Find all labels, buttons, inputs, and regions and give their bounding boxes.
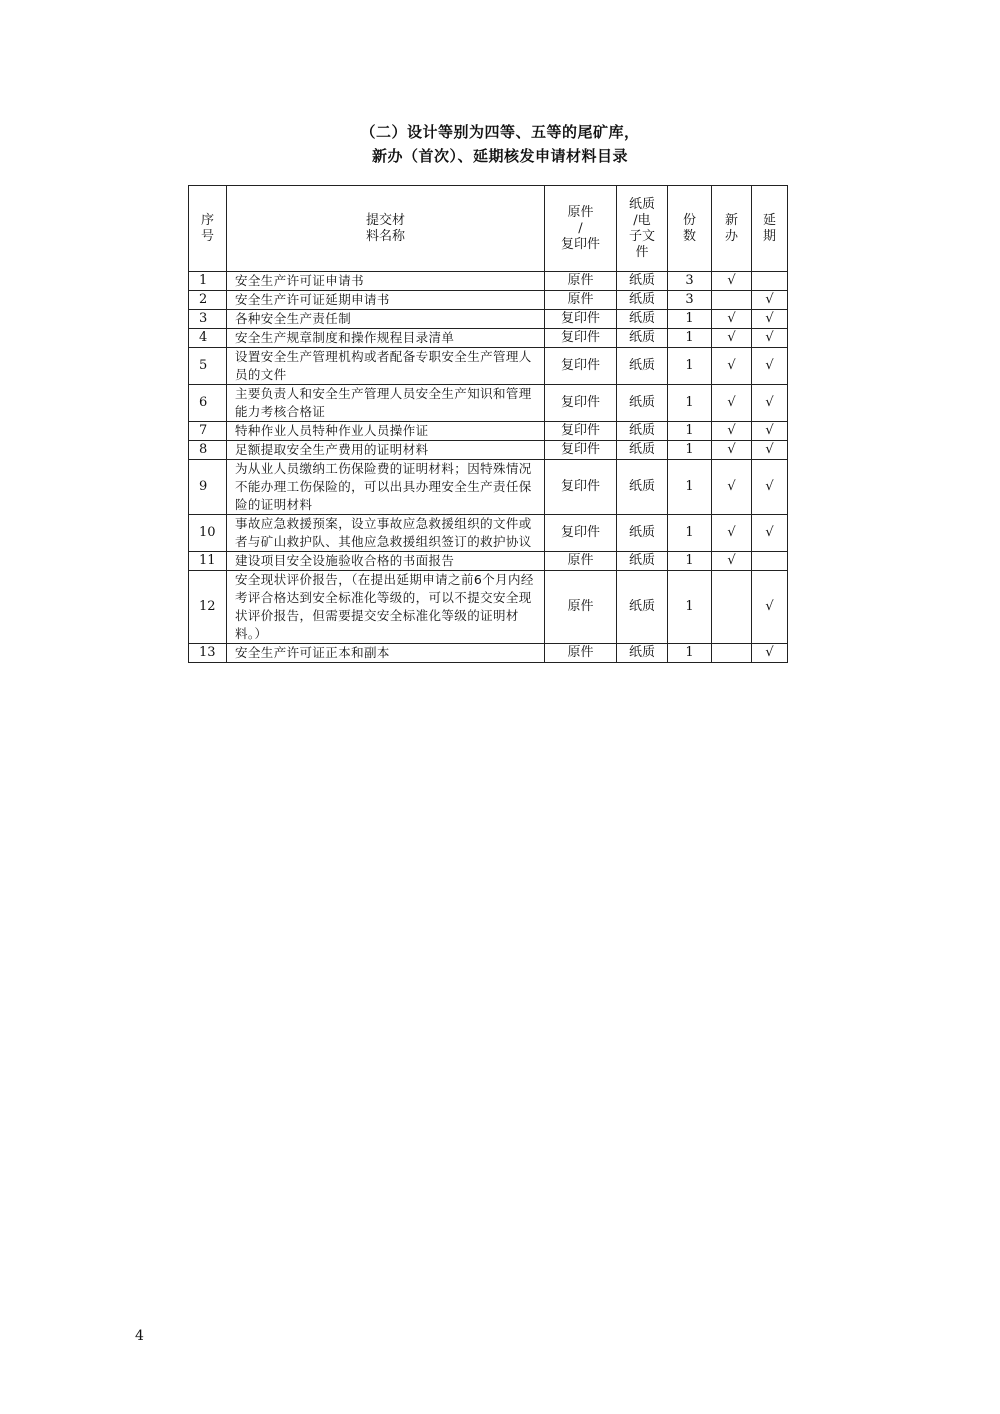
row-original: 复印件 (545, 348, 617, 385)
row-copies: 3 (668, 291, 712, 310)
row-copies: 1 (668, 385, 712, 422)
row-original: 复印件 (545, 329, 617, 348)
row-name: 安全现状评价报告，（在提出延期申请之前6个月内经考评合格达到安全标准化等级的，可以不提交安全现状评价报告，但需要提交安全标准化等级的证明材料。） (227, 571, 545, 644)
row-extend: √ (752, 348, 788, 385)
table-row (189, 552, 788, 571)
row-original: 复印件 (545, 422, 617, 441)
row-copies: 1 (668, 515, 712, 552)
header-original-text: 原件 / 复印件 (560, 204, 600, 252)
row-extend: √ (752, 571, 788, 644)
row-original: 复印件 (545, 460, 617, 515)
doc-title-line1: （二）设计等别为四等、五等的尾矿库， (360, 123, 640, 141)
row-seq: 1 (189, 272, 227, 291)
row-copies: 3 (668, 272, 712, 291)
header-paper (617, 186, 668, 272)
row-name: 安全生产许可证申请书 (227, 272, 545, 291)
row-copies: 1 (668, 552, 712, 571)
row-seq: 7 (189, 422, 227, 441)
row-seq: 10 (189, 515, 227, 552)
table-row (189, 422, 788, 441)
table-row (189, 515, 788, 552)
row-new (712, 291, 752, 310)
row-new: √ (712, 441, 752, 460)
row-extend (752, 552, 788, 571)
row-original: 复印件 (545, 385, 617, 422)
table-row (189, 329, 788, 348)
header-name-text: 提交材 料名称 (365, 212, 405, 244)
row-original: 原件 (545, 571, 617, 644)
table-row (189, 441, 788, 460)
row-extend: √ (752, 329, 788, 348)
row-original: 复印件 (545, 310, 617, 329)
row-extend (752, 272, 788, 291)
row-name: 特种作业人员特种作业人员操作证 (227, 422, 545, 441)
row-seq: 2 (189, 291, 227, 310)
row-copies: 1 (668, 329, 712, 348)
row-paper: 纸质 (617, 291, 668, 310)
page-number: 4 (135, 1328, 144, 1344)
row-new (712, 644, 752, 663)
header-new-text: 新 办 (724, 212, 738, 244)
row-new: √ (712, 385, 752, 422)
row-paper: 纸质 (617, 329, 668, 348)
header-paper-text: 纸质 /电 子文 件 (628, 196, 655, 260)
header-extend (752, 186, 788, 272)
row-new: √ (712, 515, 752, 552)
row-new: √ (712, 329, 752, 348)
row-new: √ (712, 272, 752, 291)
table-row (189, 272, 788, 291)
table-row (189, 644, 788, 663)
row-extend: √ (752, 460, 788, 515)
row-original: 原件 (545, 272, 617, 291)
row-copies: 1 (668, 310, 712, 329)
row-paper: 纸质 (617, 385, 668, 422)
row-paper: 纸质 (617, 310, 668, 329)
row-seq: 11 (189, 552, 227, 571)
row-paper: 纸质 (617, 272, 668, 291)
row-name: 事故应急救援预案，设立事故应急救援组织的文件或者与矿山救护队、其他应急救援组织签订的救护协议 (227, 515, 545, 552)
row-copies: 1 (668, 348, 712, 385)
row-seq: 9 (189, 460, 227, 515)
row-original: 原件 (545, 644, 617, 663)
row-paper: 纸质 (617, 422, 668, 441)
row-name: 各种安全生产责任制 (227, 310, 545, 329)
row-extend: √ (752, 441, 788, 460)
row-new: √ (712, 422, 752, 441)
header-copies-text: 份 数 (682, 212, 696, 244)
row-extend: √ (752, 422, 788, 441)
header-seq-text: 序 号 (200, 212, 214, 244)
row-extend: √ (752, 385, 788, 422)
row-copies: 1 (668, 460, 712, 515)
row-paper: 纸质 (617, 552, 668, 571)
materials-table (188, 185, 788, 663)
row-extend: √ (752, 291, 788, 310)
row-paper: 纸质 (617, 515, 668, 552)
row-name: 安全生产许可证延期申请书 (227, 291, 545, 310)
row-seq: 4 (189, 329, 227, 348)
row-name: 为从业人员缴纳工伤保险费的证明材料；因特殊情况不能办理工伤保险的，可以出具办理安全生产责任保险的证明材料 (227, 460, 545, 515)
table-row (189, 348, 788, 385)
row-copies: 1 (668, 644, 712, 663)
table-row (189, 385, 788, 422)
doc-title-line2: 新办（首次）、延期核发申请材料目录 (371, 147, 628, 165)
row-new: √ (712, 460, 752, 515)
row-seq: 8 (189, 441, 227, 460)
header-extend-text: 延 期 (762, 212, 776, 244)
row-extend: √ (752, 310, 788, 329)
row-name: 主要负责人和安全生产管理人员安全生产知识和管理能力考核合格证 (227, 385, 545, 422)
row-name: 安全生产规章制度和操作规程目录清单 (227, 329, 545, 348)
row-seq: 12 (189, 571, 227, 644)
row-new (712, 571, 752, 644)
row-original: 复印件 (545, 515, 617, 552)
header-seq (189, 186, 227, 272)
row-extend: √ (752, 644, 788, 663)
table-row (189, 310, 788, 329)
row-seq: 13 (189, 644, 227, 663)
row-seq: 3 (189, 310, 227, 329)
row-paper: 纸质 (617, 460, 668, 515)
row-original: 原件 (545, 291, 617, 310)
row-new: √ (712, 552, 752, 571)
row-name: 足额提取安全生产费用的证明材料 (227, 441, 545, 460)
row-copies: 1 (668, 441, 712, 460)
header-copies (668, 186, 712, 272)
row-seq: 6 (189, 385, 227, 422)
row-name: 安全生产许可证正本和副本 (227, 644, 545, 663)
row-name: 设置安全生产管理机构或者配备专职安全生产管理人员的文件 (227, 348, 545, 385)
row-paper: 纸质 (617, 644, 668, 663)
row-name: 建设项目安全设施验收合格的书面报告 (227, 552, 545, 571)
row-new: √ (712, 348, 752, 385)
table-header-row (189, 186, 788, 272)
row-original: 原件 (545, 552, 617, 571)
table-row (189, 571, 788, 644)
row-paper: 纸质 (617, 571, 668, 644)
row-original: 复印件 (545, 441, 617, 460)
header-name (227, 186, 545, 272)
row-copies: 1 (668, 571, 712, 644)
row-paper: 纸质 (617, 441, 668, 460)
table-row (189, 291, 788, 310)
header-new (712, 186, 752, 272)
header-original (545, 186, 617, 272)
row-seq: 5 (189, 348, 227, 385)
row-extend: √ (752, 515, 788, 552)
row-new: √ (712, 310, 752, 329)
table-row (189, 460, 788, 515)
row-copies: 1 (668, 422, 712, 441)
row-paper: 纸质 (617, 348, 668, 385)
